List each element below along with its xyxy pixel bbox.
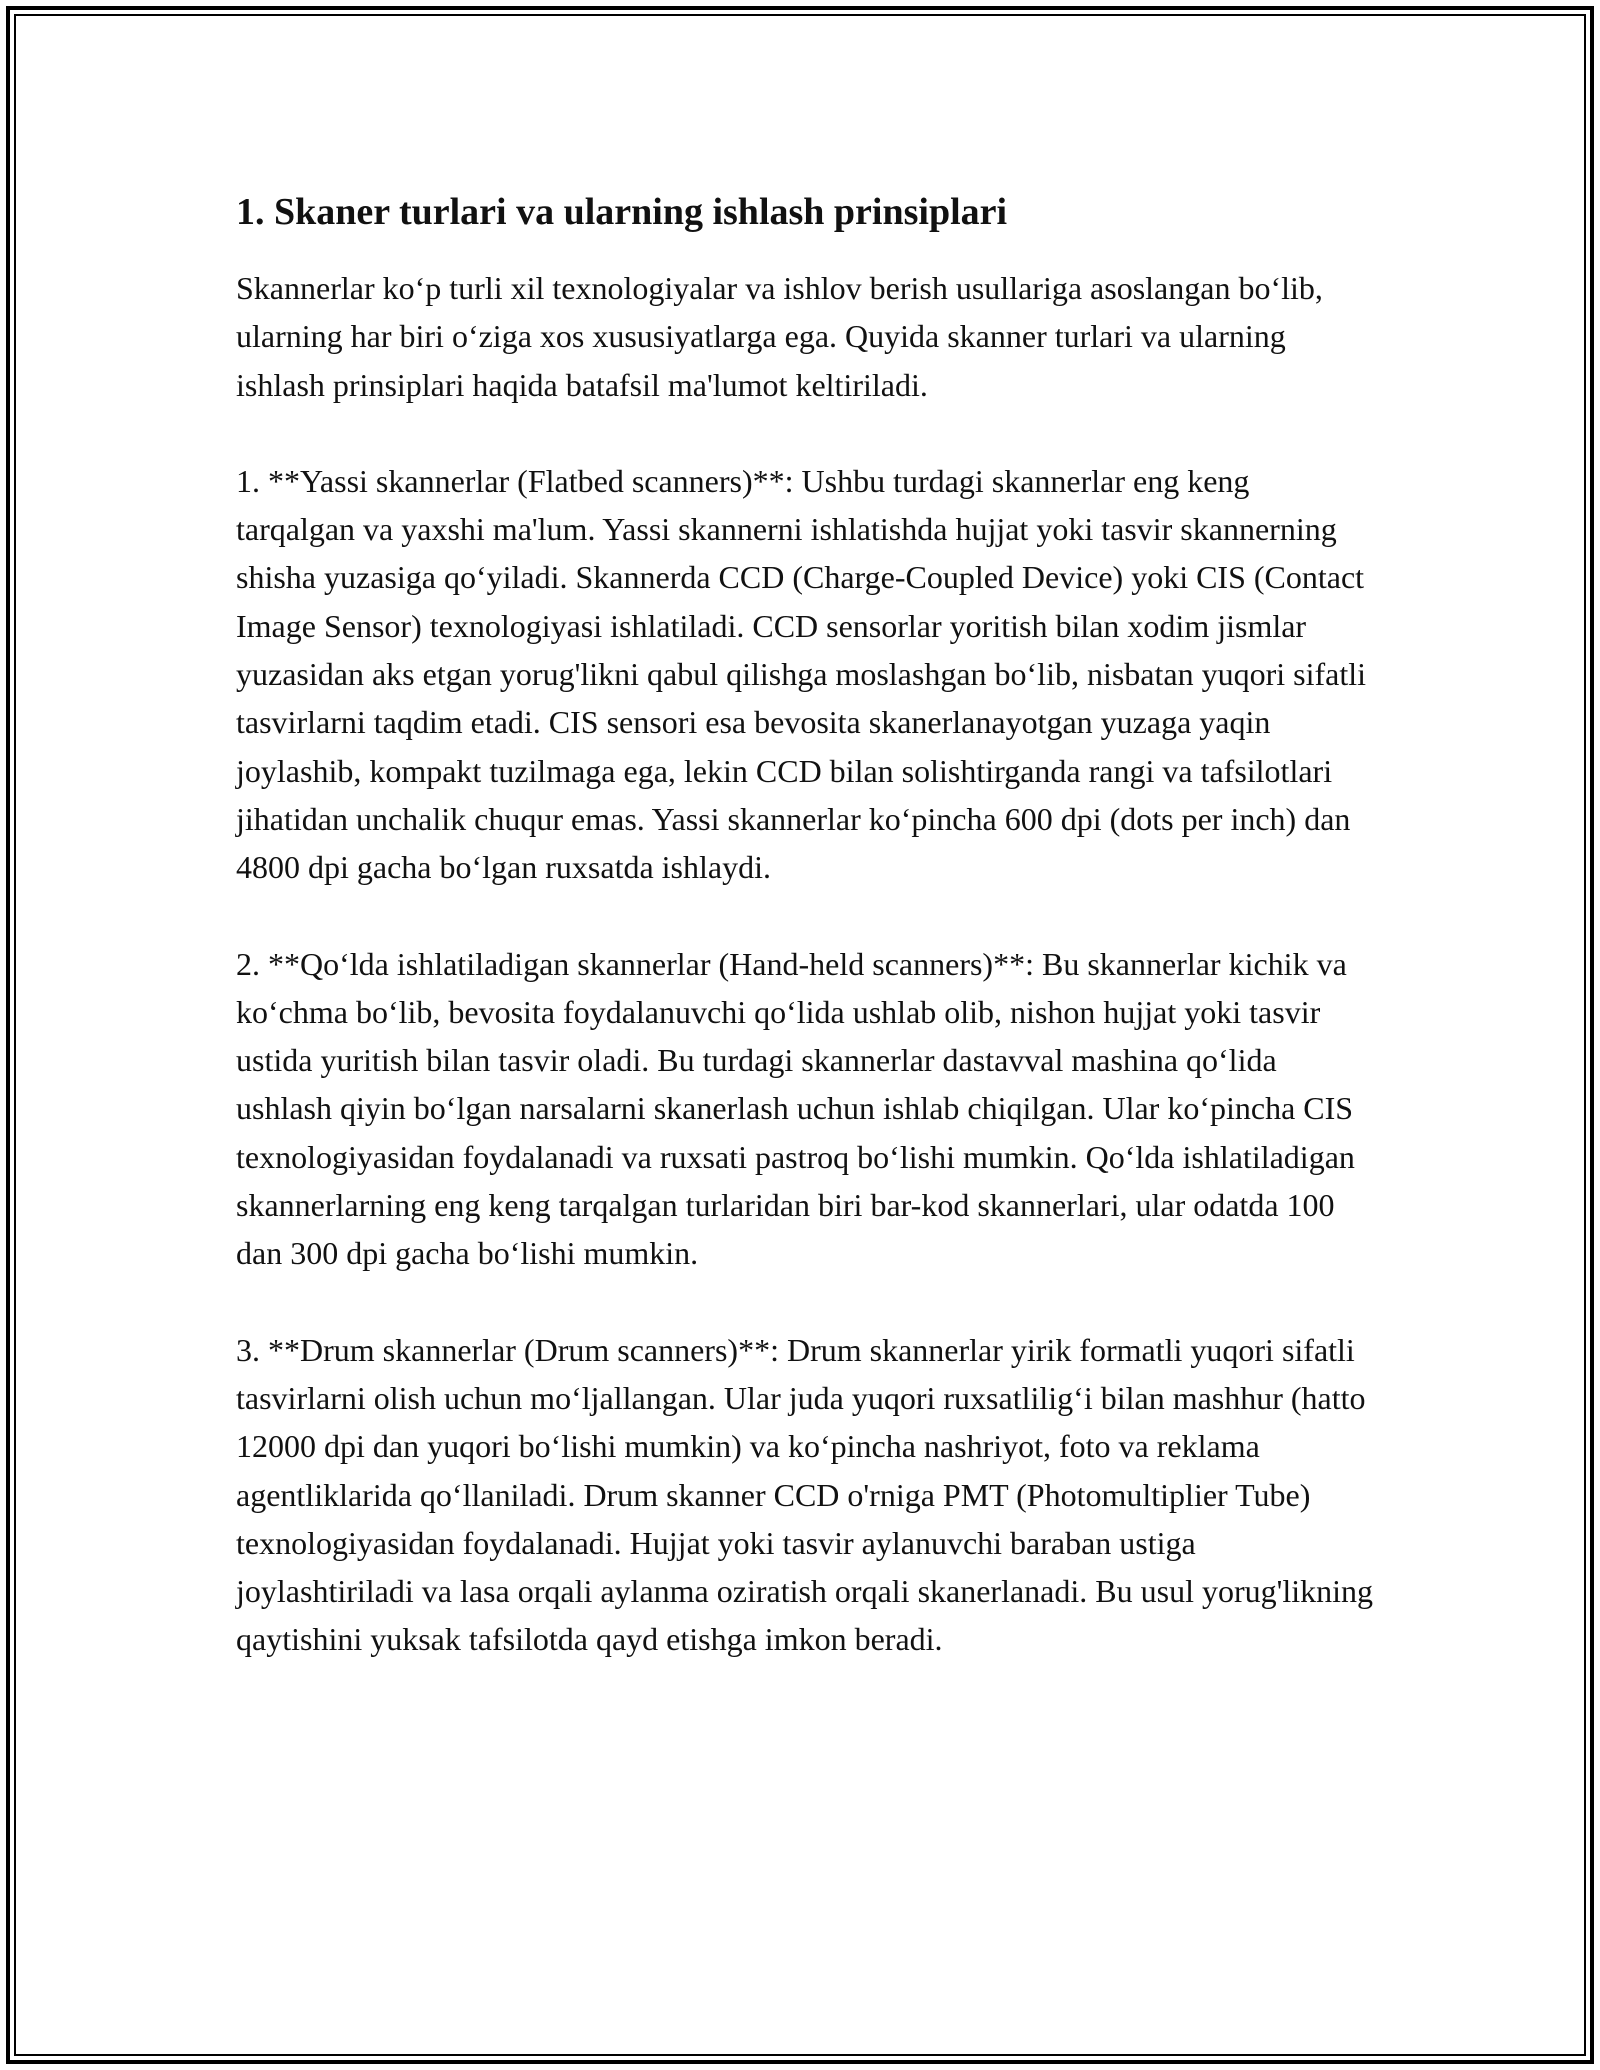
document-body xyxy=(236,186,1376,1712)
flatbed-scanners-paragraph: 1. **Yassi skannerlar (Flatbed scanners)**: Ushbu turdagi skannerlar eng keng tarqalgan va yaxshi ma'lum. Yassi skannerni ishlatishda hujjat yoki tasvir skannerning shisha yuzasiga qo‘yiladi. Skannerda CCD (Charge-Coupled Device) yoki CIS (Contact Image Sensor) texnologiyasi ishlatiladi. CCD sensorlar yoritish bilan xodim jismlar yuzasidan aks etgan yorug'likni qabul qilishga moslashgan bo‘lib, nisbatan yuqori sifatli tasvirlarni taqdim etadi. CIS sensori esa bevosita skanerlanayotgan yuzaga yaqin joylashib, kompakt tuzilmaga ega, lekin CCD bilan solishtirganda rangi va tafsilotlari jihatidan unchalik chuqur emas. Yassi skannerlar ko‘pincha 600 dpi (dots per inch) dan 4800 dpi gacha bo‘lgan ruxsatda ishlaydi. xyxy=(236,462,1367,886)
document-title: 1. Skaner turlari va ularning ishlash prinsiplari xyxy=(236,191,1008,233)
handheld-scanners-paragraph: 2. **Qo‘lda ishlatiladigan skannerlar (Hand-held scanners)**: Bu skannerlar kichik va ko‘chma bo‘lib, bevosita foydalanuvchi qo‘lida ushlab olib, nishon hujjat yoki tasvir ustida yuritish bilan tasvir oladi. Bu turdagi skannerlar dastavval mashina qo‘lida ushlash qiyin bo‘lgan narsalarni skanerlash uchun ishlab chiqilgan. Ular ko‘pincha CIS texnologiyasidan foydalanadi va ruxsati pastroq bo‘lishi mumkin. Qo‘lda ishlatiladigan skannerlarning eng keng tarqalgan turlaridan biri bar-kod skannerlari, ular odatda 100 dan 300 dpi gacha bo‘lishi mumkin. xyxy=(236,945,1355,1272)
intro-paragraph: Skannerlar ko‘p turli xil texnologiyalar va ishlov berish usullariga asoslangan bo‘lib, ularning har biri o‘ziga xos xususiyatlarga ega. Quyida skanner turlari va ularning ishlash prinsiplari haqida batafsil ma'lumot keltiriladi. xyxy=(236,270,1323,403)
drum-scanners-paragraph: 3. **Drum skannerlar (Drum scanners)**: Drum skannerlar yirik formatli yuqori sifatli tasvirlarni olish uchun mo‘ljallangan. Ular juda yuqori ruxsatlilig‘i bilan mashhur (hatto 12000 dpi dan yuqori bo‘lishi mumkin) va ko‘pincha nashriyot, foto va reklama agentliklarida qo‘llaniladi. Drum skanner CCD o'rniga PMT (Photomultiplier Tube) texnologiyasidan foydalanadi. Hujjat yoki tasvir aylanuvchi baraban ustiga joylashtiriladi va lasa orqali aylanma oziratish orqali skanerlanadi. Bu usul yorug'likning qaytishini yuksak tafsilotda qayd etishga imkon beradi. xyxy=(236,1331,1374,1658)
